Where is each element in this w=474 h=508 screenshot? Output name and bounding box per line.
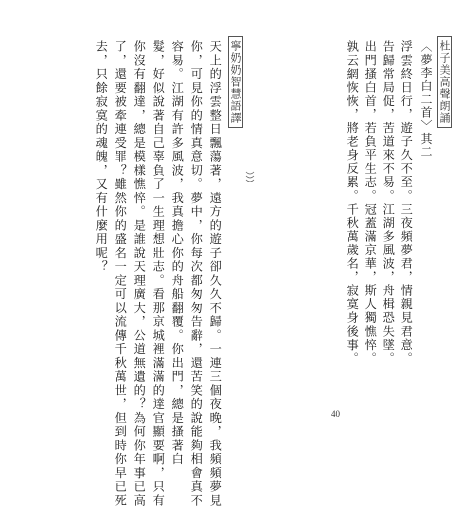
poem-line-1: 浮雲終日行，遊子久不至。三夜頻夢君，情親見君意。 bbox=[399, 40, 414, 366]
page-number: 40 bbox=[331, 409, 340, 419]
poem-line-4: 孰云網恢恢，將老身反累。千秋萬歲名，寂寞身後事。 bbox=[345, 40, 360, 366]
translation-line-5: 你沒有翻達，總是模樣憔悴。是誰說天理廣大，公道無遺的？為何你年事已高 bbox=[132, 40, 147, 508]
poem-line-3: 出門搔白首，若負平生志。冠蓋滿京華，斯人獨憔悴。 bbox=[363, 40, 378, 366]
poem-title: 〈夢李白二首〉其二 bbox=[419, 40, 433, 159]
translation-line-7: 去，只餘寂寞的魂魄，又有什麼用呢？ bbox=[94, 40, 109, 274]
poem-section-heading: 杜子美高聲朗誦 bbox=[437, 36, 452, 128]
translation-line-3: 容易。江湖有許多風波，我真擔心你的舟船翻覆。你出門，總是搔著白 bbox=[170, 40, 185, 467]
translation-line-4: 髮，好似說著自己辜負了一生理想壯志。看那京城裡滿滿的達官顯要啊，只有 bbox=[151, 40, 166, 508]
translation-line-6: 了，還要被牽連受罪？雖然你的盛名一定可以流傳千秋萬世，但到時你早已死 bbox=[113, 40, 128, 508]
ornament-divider bbox=[245, 170, 255, 182]
translation-section-heading: 寧奶奶智慧語譯 bbox=[228, 36, 243, 128]
poem-line-2: 告歸常局促，苦道來不易。江湖多風波，舟楫恐失墜。 bbox=[381, 40, 396, 366]
translation-line-1: 天上的浮雲整日飄蕩著，遠方的遊子卻久久不歸。一連三個夜晚，我頻頻夢見 bbox=[208, 40, 223, 508]
translation-line-2: 你，可見你的情真意切。夢中，你每次都匆匆告辭，還苦笑的說能夠相會真不 bbox=[189, 40, 204, 508]
